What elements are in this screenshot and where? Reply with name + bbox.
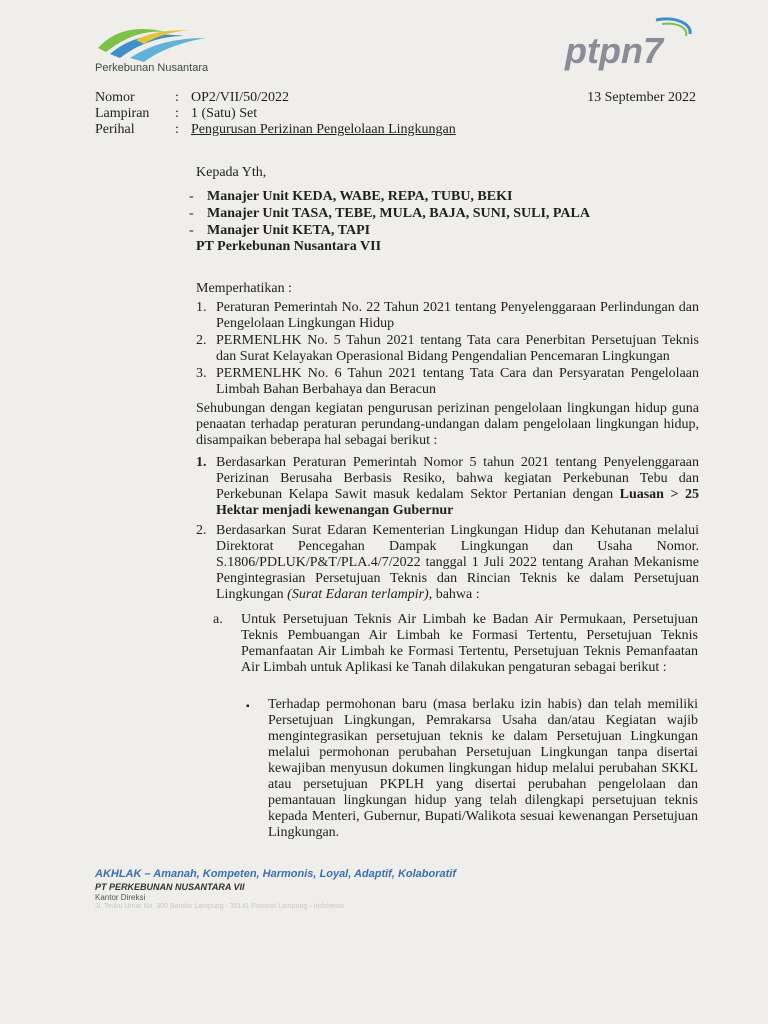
ptpn7-logo-text: ptpn7 [565,30,663,71]
reference-text: Peraturan Pemerintah No. 22 Tahun 2021 tentang Penyelenggaraan Perlindungan dan Pengelolaan Lingkungan Hidup [216,300,699,331]
point-1-text [216,455,699,519]
sub-point-letter: a. [213,612,223,627]
bullet-1-text: Terhadap permohonan baru (masa berlaku izin habis) dan telah memiliki Persetujuan Lingkungan, Pemrakarsa Usaha dan/atau Kegiatan wajib mengintegrasikan persetujuan teknis ke dalam Persetujuan Lingkungan melalui permohonan perubahan Persetujuan Lingkungan tanpa disertai kewajiban menyusun dokumen lingkungan hidup melalui perubahan SKKL atau persetujuan PKPLH yang disertai perubahan pengelolaan dan pemantauan lingkungan hidup yang telah dilengkapi persetujuan teknis kepada Menteri, Gubernur, Bupati/Walikota sesuai kewenangan Persetujuan Lingkungan. [268,697,698,840]
footer-office: Kantor Direksi [95,893,146,902]
point-1-row [196,455,699,519]
point-2-body: Berdasarkan Surat Edaran Kementerian Lingkungan Hidup dan Kehutanan melalui Direktorat Pencegahan Dampak Lingkungan dan Usaha Nomor. S.1806/PDLUK/P&T/PLA.4/7/2022 tanggal 1 Juli 2022 tentang Arahan Mekanisme Pengintegrasian Persetujuan Teknis dan Rincian Teknis ke dalam Persetujuan Lingkungan [216,523,699,602]
point-1 [196,455,699,520]
point-2 [196,523,699,604]
meta-nomor-label: Nomor [95,90,135,105]
recipient-text: Manajer Unit KETA, TAPI [207,223,371,238]
bullet-1-row [246,697,698,841]
point-2-row [196,523,699,603]
reference-text: PERMENLHK No. 5 Tahun 2021 tentang Tata cara Penerbitan Persetujuan Teknis dan Surat Kelayakan Operasional Bidang Pengendalian Pencemaran Lingkungan [216,333,699,364]
recipient-item: - Manajer Unit KEDA, WABE, REPA, TUBU, BEKI [189,189,513,204]
intro-paragraph: Sehubungan dengan kegiatan pengurusan perizinan pengelolaan lingkungan hidup guna penaatan terhadap peraturan perundang-undangan dalam pengelolaan lingkungan hidup, disampaikan beberapa hal sebagai berikut : [196,401,699,448]
bullet-1 [246,697,698,842]
meta-colon: : [175,106,179,121]
bullet-square-icon: ▪ [246,701,250,712]
recipient-text: Manajer Unit TASA, TEBE, MULA, BAJA, SUNI, SULI, PALA [207,206,590,221]
meta-perihal [95,122,456,138]
perkebunan-nusantara-logo [96,18,208,62]
point-1-emphasis: Luasan > 25 Hektar menjadi kewenangan Gubernur [216,487,699,518]
sub-point-a [213,612,698,677]
point-1-body: Berdasarkan Peraturan Pemerintah Nomor 5 tahun 2021 tentang Penyelenggaraan Perizinan Berusaha Berbasis Resiko, bahwa kegiatan Perkebunan Tebu dan Perkebunan Kelapa Sawit masuk kedalam Sektor Pertanian dengan [216,455,699,502]
logo-caption: Perkebunan Nusantara [95,62,209,74]
reference-number: 1. [196,300,207,315]
meta-nomor [95,90,456,106]
letter-meta [95,90,456,138]
point-2-text [216,523,699,603]
reference-text: PERMENLHK No. 6 Tahun 2021 tentang Tata Cara dan Persyaratan Pengelolaan Limbah Bahan Berbahaya dan Beracun [216,366,699,397]
reference-item [196,300,699,332]
letter-date: 13 September 2022 [587,90,696,105]
meta-lampiran-value: 1 (Satu) Set [191,106,258,121]
reference-list [196,300,699,399]
meta-colon: : [175,122,179,137]
meta-perihal-label: Perihal [95,122,135,137]
reference-item [196,333,699,365]
sub-point-a-text: Untuk Persetujuan Teknis Air Limbah ke Badan Air Permukaan, Persetujuan Teknis Pembuangan Air Limbah ke Formasi Tertentu, Persetujuan Teknis Pemanfaatan Air Limbah ke Formasi Tertentu, Persetujuan Teknis Pemanfaatan Air Limbah untuk Aplikasi ke Tanah dilakukan pengaturan sebagai berikut : [241,612,698,675]
point-number: 2. [196,523,207,538]
footer-company: PT PERKEBUNAN NUSANTARA VII [95,882,245,892]
recipient-text: Manajer Unit KEDA, WABE, REPA, TUBU, BEKI [207,189,513,204]
reference-number: 3. [196,366,207,381]
recipient-company: PT Perkebunan Nusantara VII [196,239,382,254]
point-2-tail: , bahwa : [428,587,480,602]
point-number: 1. [196,455,207,470]
meta-lampiran [95,106,456,122]
greeting: Kepada Yth, [196,165,267,180]
point-2-attachment-note: (Surat Edaran terlampir) [287,587,429,602]
meta-perihal-value: Pengurusan Perizinan Pengelolaan Lingkungan [191,122,456,137]
considering-heading: Memperhatikan : [196,281,293,296]
footer-motto: AKHLAK – Amanah, Kompeten, Harmonis, Loyal, Adaptif, Kolaboratif [95,868,456,880]
meta-colon: : [175,90,179,105]
sub-point-a-row [213,612,698,676]
reference-item [196,366,699,398]
reference-number: 2. [196,333,207,348]
recipient-item: - Manajer Unit KETA, TAPI [189,223,371,238]
meta-nomor-value: OP2/VII/50/2022 [191,90,289,105]
footer-address: Jl. Teuku Umar No. 300 Bandar Lampung - 35141 Provinsi Lampung - Indonesia [95,903,344,910]
letter-footer [95,868,456,910]
meta-lampiran-label: Lampiran [95,106,150,121]
recipient-item: - Manajer Unit TASA, TEBE, MULA, BAJA, SUNI, SULI, PALA [189,206,590,221]
recipient-list [189,188,590,239]
